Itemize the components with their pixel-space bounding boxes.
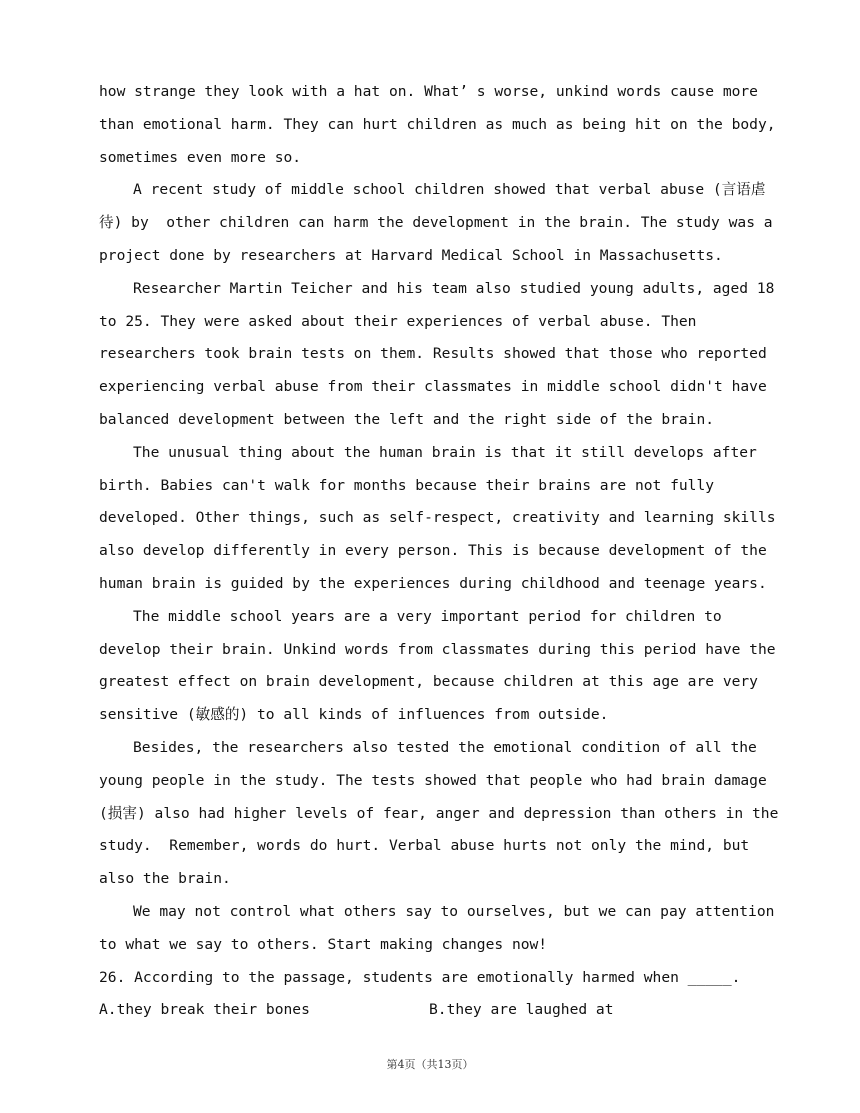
answer-options: [99, 994, 779, 1027]
text-line: balanced development between the left and the right side of the brain.: [99, 410, 715, 428]
option-b: B.they are laughed at: [429, 1001, 614, 1019]
text-line: A recent study of middle school children showed that verbal abuse (言语虐: [133, 181, 766, 199]
text-line: to 25. They were asked about their experiences of verbal abuse. Then: [99, 312, 697, 330]
text-line: experiencing verbal abuse from their classmates in middle school didn't have: [99, 378, 767, 396]
text-line: also the brain.: [99, 870, 231, 888]
text-line: develop their brain. Unkind words from classmates during this period have the: [99, 640, 776, 658]
text-line: young people in the study. The tests showed that people who had brain damage: [99, 771, 767, 789]
text-line: The middle school years are a very important period for children to: [133, 607, 722, 625]
text-line: 待) by other children can harm the development in the brain. The study was a: [99, 214, 773, 232]
text-line: sensitive (敏感的) to all kinds of influences from outside.: [99, 706, 609, 724]
text-line: We may not control what others say to ourselves, but we can pay attention: [133, 902, 775, 920]
text-line: Researcher Martin Teicher and his team also studied young adults, aged 18: [133, 279, 775, 297]
text-line: greatest effect on brain development, because children at this age are very: [99, 673, 758, 691]
text-line: to what we say to others. Start making changes now!: [99, 935, 548, 953]
page-footer: 第4页（共13页）: [386, 1058, 474, 1071]
text-line: Besides, the researchers also tested the emotional condition of all the: [133, 738, 757, 756]
text-line: also develop differently in every person. This is because development of the: [99, 542, 767, 560]
text-line: researchers took brain tests on them. Results showed that those who reported: [99, 345, 767, 363]
text-line: how strange they look with a hat on. What’ s worse, unkind words cause more: [99, 83, 758, 100]
text-line: sometimes even more so.: [99, 148, 302, 166]
option-a: A.they break their bones: [99, 1001, 310, 1019]
text-line: human brain is guided by the experiences during childhood and teenage years.: [99, 574, 767, 592]
text-line: birth. Babies can't walk for months because their brains are not fully: [99, 476, 715, 494]
text-line: The unusual thing about the human brain is that it still develops after: [133, 443, 757, 461]
text-line: study. Remember, words do hurt. Verbal abuse hurts not only the mind, but: [99, 837, 750, 855]
text-line: developed. Other things, such as self-respect, creativity and learning skills: [99, 509, 776, 527]
text-line: project done by researchers at Harvard Medical School in Massachusetts.: [99, 246, 723, 264]
question-26: 26. According to the passage, students are emotionally harmed when _____.: [99, 968, 741, 986]
passage-body: [99, 76, 779, 1027]
text-line: (损害) also had higher levels of fear, anger and depression than others in the: [99, 804, 779, 822]
text-line: than emotional harm. They can hurt children as much as being hit on the body,: [99, 115, 776, 133]
